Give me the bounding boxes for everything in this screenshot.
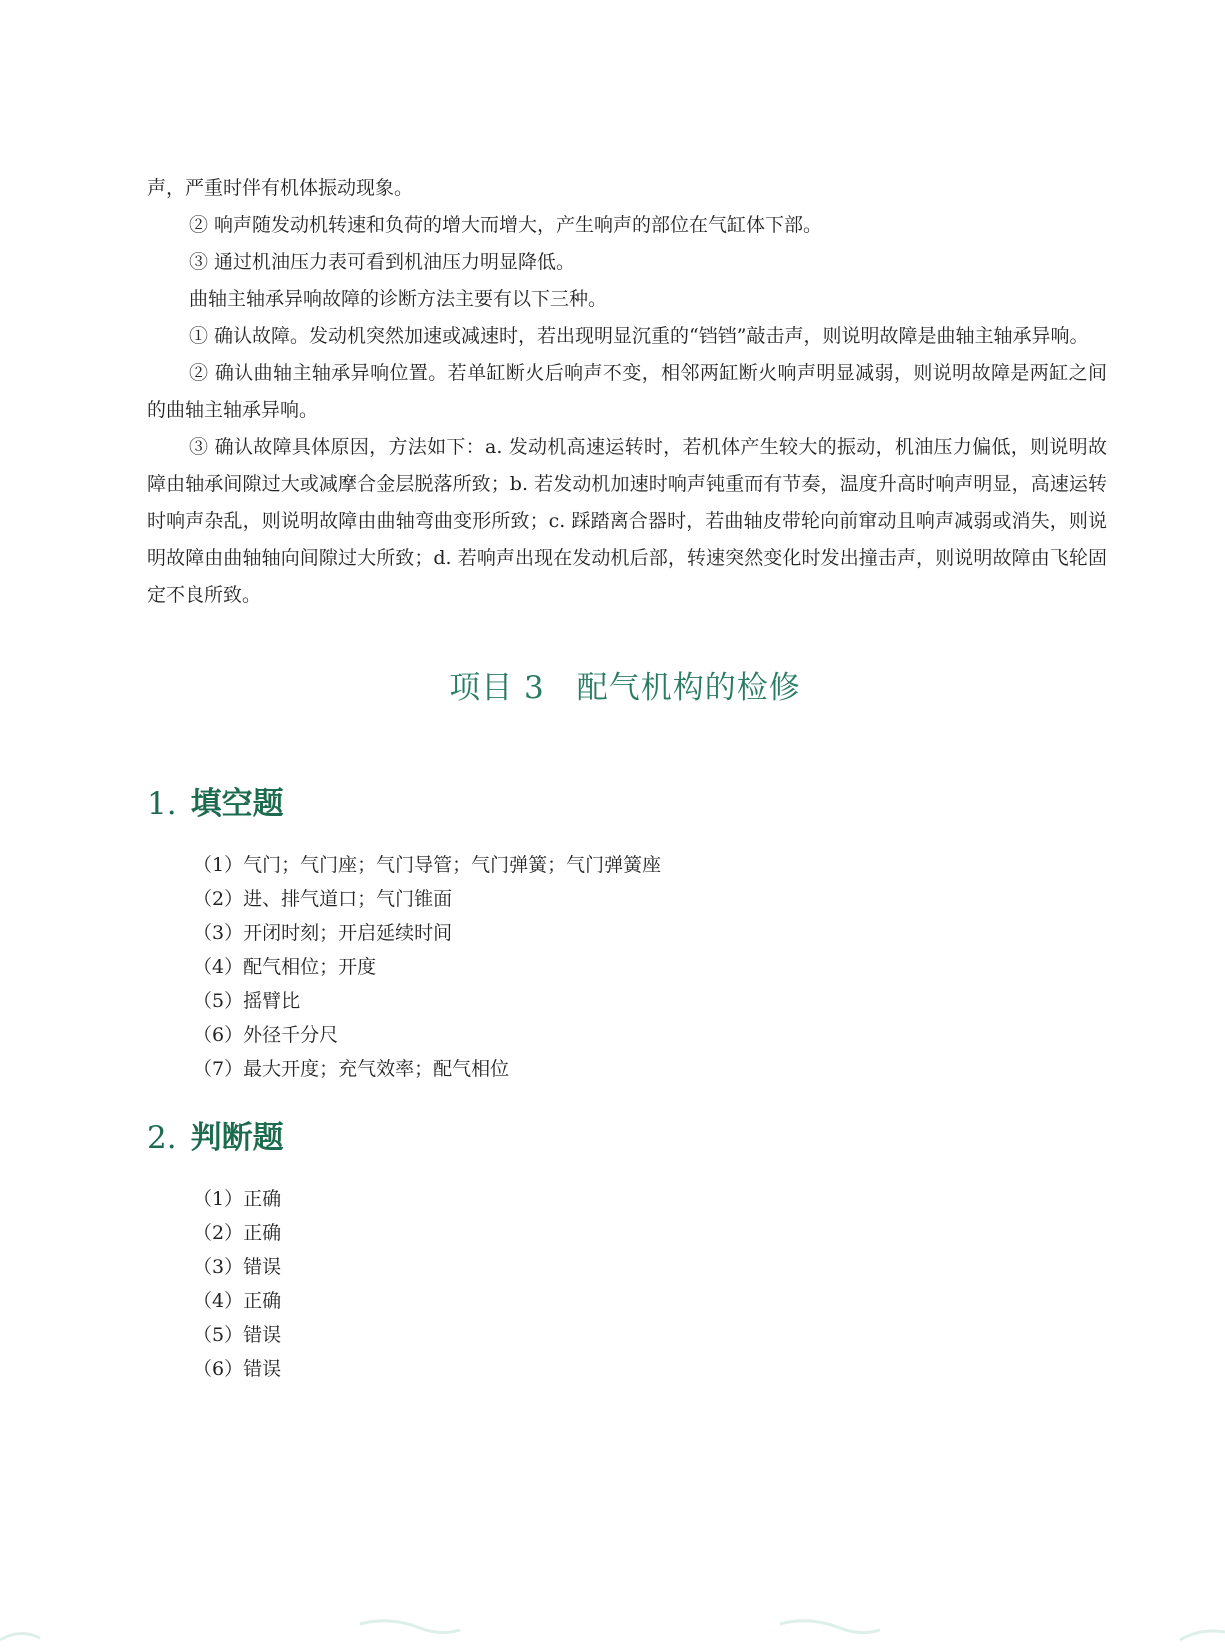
list-item: （3）错误 bbox=[193, 1256, 282, 1278]
list-item: （2）正确 bbox=[193, 1222, 282, 1244]
list-item: （4）配气相位；开度 bbox=[193, 956, 377, 978]
paragraph: ③ 通过机油压力表可看到机油压力明显降低。 bbox=[189, 251, 576, 273]
paragraph: ② 响声随发动机转速和负荷的增大而增大，产生响声的部位在气缸体下部。 bbox=[189, 214, 823, 236]
section-title: 填空题 bbox=[190, 786, 284, 822]
list-item: （6）外径千分尺 bbox=[193, 1024, 339, 1046]
paragraph: 声，严重时伴有机体振动现象。 bbox=[147, 177, 414, 199]
paragraph: ① 确认故障。发动机突然加速或减速时，若出现明显沉重的“铛铛”敲击声，则说明故障是曲轴主轴承异响。 bbox=[189, 325, 1089, 347]
paragraph: ② 确认曲轴主轴承异响位置。若单缸断火后响声不变，相邻两缸断火响声明显减弱，则说明故障是两缸之间的曲轴主轴承异响。 bbox=[147, 362, 1107, 421]
paragraph: ③ 确认故障具体原因，方法如下：a. 发动机高速运转时，若机体产生较大的振动，机油压力偏低，则说明故障由轴承间隙过大或减摩合金层脱落所致；b. 若发动机加速时响声钝重而有节奏，温度升高时响声明显，高速运转时响声杂乱，则说明故障由曲轴弯曲变形所致；c. 踩踏离合器时，若曲轴皮带轮向前窜动且响声减弱或消失，则说明故障由曲轴轴向间隙过大所致；d. 若响声出现在发动机后部，转速突然变化时发出撞击声，则说明故障由飞轮固定不良所致。 bbox=[147, 436, 1107, 606]
list-item: （6）错误 bbox=[193, 1358, 282, 1380]
section-heading-true-false bbox=[147, 1112, 284, 1157]
section-heading-fill-blank bbox=[147, 778, 284, 823]
paragraph: 曲轴主轴承异响故障的诊断方法主要有以下三种。 bbox=[189, 288, 608, 310]
section-title: 判断题 bbox=[190, 1120, 284, 1156]
true-false-answer-list bbox=[193, 1182, 281, 1386]
fill-blank-answer-list bbox=[193, 848, 661, 1086]
list-item: （2）进、排气道口；气门锥面 bbox=[193, 888, 453, 910]
list-item: （3）开闭时刻；开启延续时间 bbox=[193, 922, 453, 944]
list-item: （5）摇臂比 bbox=[193, 990, 301, 1012]
list-item: （4）正确 bbox=[193, 1290, 282, 1312]
section-number: 2. bbox=[147, 1120, 177, 1156]
footer-watermark-decoration bbox=[0, 1610, 1225, 1650]
section-number: 1. bbox=[147, 786, 177, 822]
project-title: 项目 3 配气机构的检修 bbox=[449, 670, 801, 706]
list-item: （5）错误 bbox=[193, 1324, 282, 1346]
list-item: （1）气门；气门座；气门导管；气门弹簧；气门弹簧座 bbox=[193, 854, 662, 876]
list-item: （1）正确 bbox=[193, 1188, 282, 1210]
body-text-block bbox=[147, 170, 1107, 614]
list-item: （7）最大开度；充气效率；配气相位 bbox=[193, 1058, 510, 1080]
